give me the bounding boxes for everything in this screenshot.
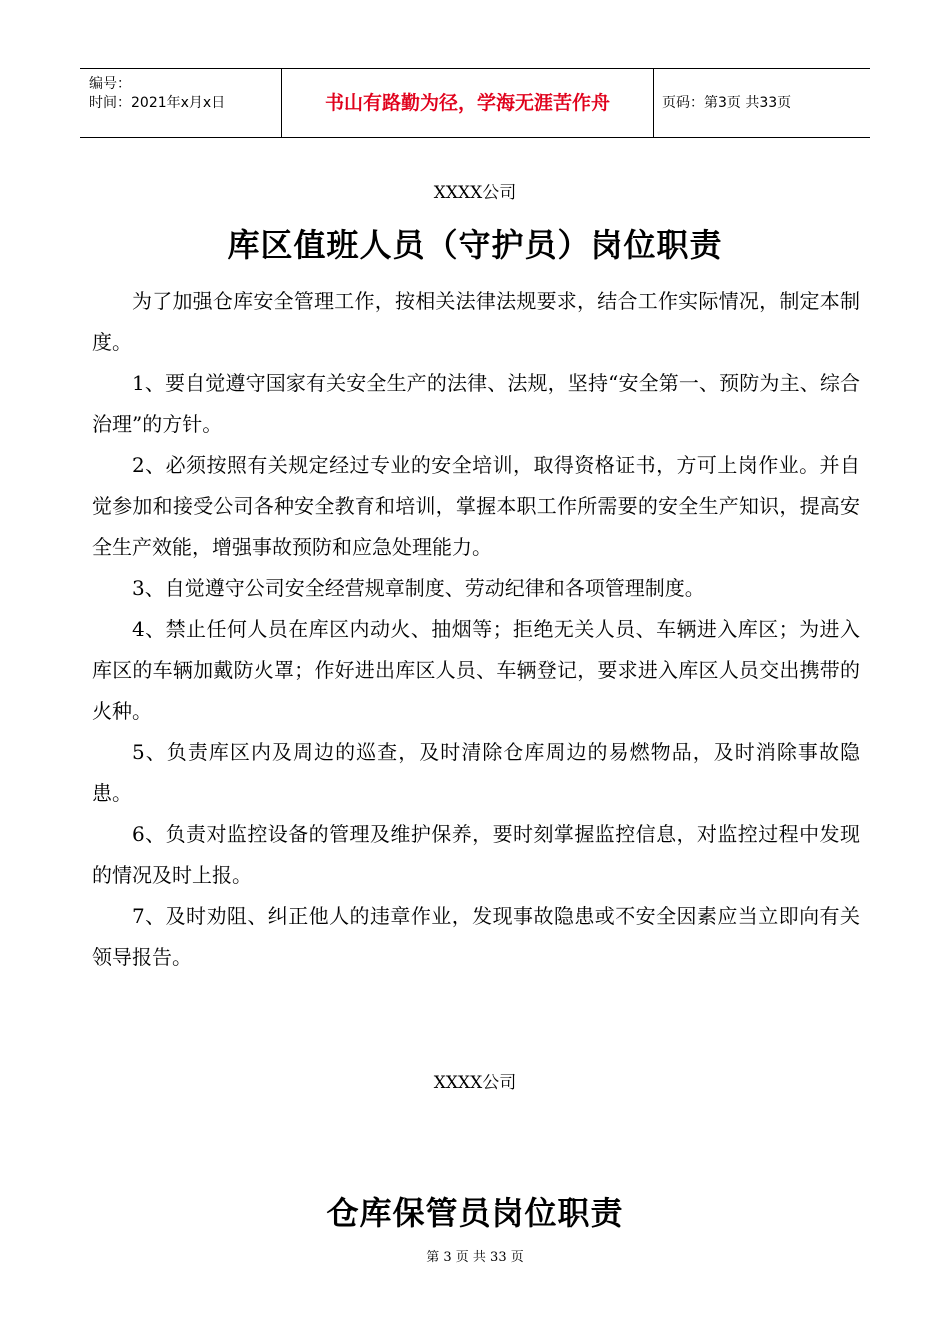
intro-paragraph: 为了加强仓库安全管理工作，按相关法律法规要求，结合工作实际情况，制定本制度。 xyxy=(92,289,860,354)
header-motto: 书山有路勤为径，学海无涯苦作舟 xyxy=(281,69,654,137)
duty-item-5: 5、负责库区内及周边的巡查，及时清除仓库周边的易燃物品，及时消除事故隐患。 xyxy=(92,740,860,805)
header-page-code: 页码：第3页 共33页 xyxy=(662,95,792,111)
page-footer: 第 3 页 共 33 页 xyxy=(426,1250,524,1265)
section-title: 库区值班人员（守护员）岗位职责 xyxy=(227,226,723,264)
duty-item-4: 4、禁止任何人员在库区内动火、抽烟等；拒绝无关人员、车辆进入库区；为进入库区的车辆加戴防火罩；作好进出库区人员、车辆登记，要求进入库区人员交出携带的火种。 xyxy=(92,617,860,723)
doc-number-label: 编号： xyxy=(89,76,131,92)
header-meta xyxy=(80,69,281,137)
duty-item-3: 3、自觉遵守公司安全经营规章制度、劳动纪律和各项管理制度。 xyxy=(132,576,705,600)
company-name-2: XXXX公司 xyxy=(433,1073,517,1093)
doc-time-label: 时间：2021年x月x日 xyxy=(89,95,226,111)
duty-item-7: 7、及时劝阻、纠正他人的违章作业，发现事故隐患或不安全因素应当立即向有关领导报告。 xyxy=(92,904,860,969)
duty-item-6: 6、负责对监控设备的管理及维护保养，要时刻掌握监控信息，对监控过程中发现的情况及时上报。 xyxy=(92,822,860,887)
company-name: XXXX公司 xyxy=(433,183,517,203)
section-title-2: 仓库保管员岗位职责 xyxy=(326,1194,624,1232)
duty-item-2: 2、必须按照有关规定经过专业的安全培训，取得资格证书，方可上岗作业。并自觉参加和接受公司各种安全教育和培训，掌握本职工作所需要的安全生产知识，提高安全生产效能，增强事故预防和应急处理能力。 xyxy=(92,453,860,559)
duty-item-1: 1、要自觉遵守国家有关安全生产的法律、法规，坚持“安全第一、预防为主、综合治理”的方针。 xyxy=(92,371,860,436)
page-header xyxy=(80,68,870,138)
